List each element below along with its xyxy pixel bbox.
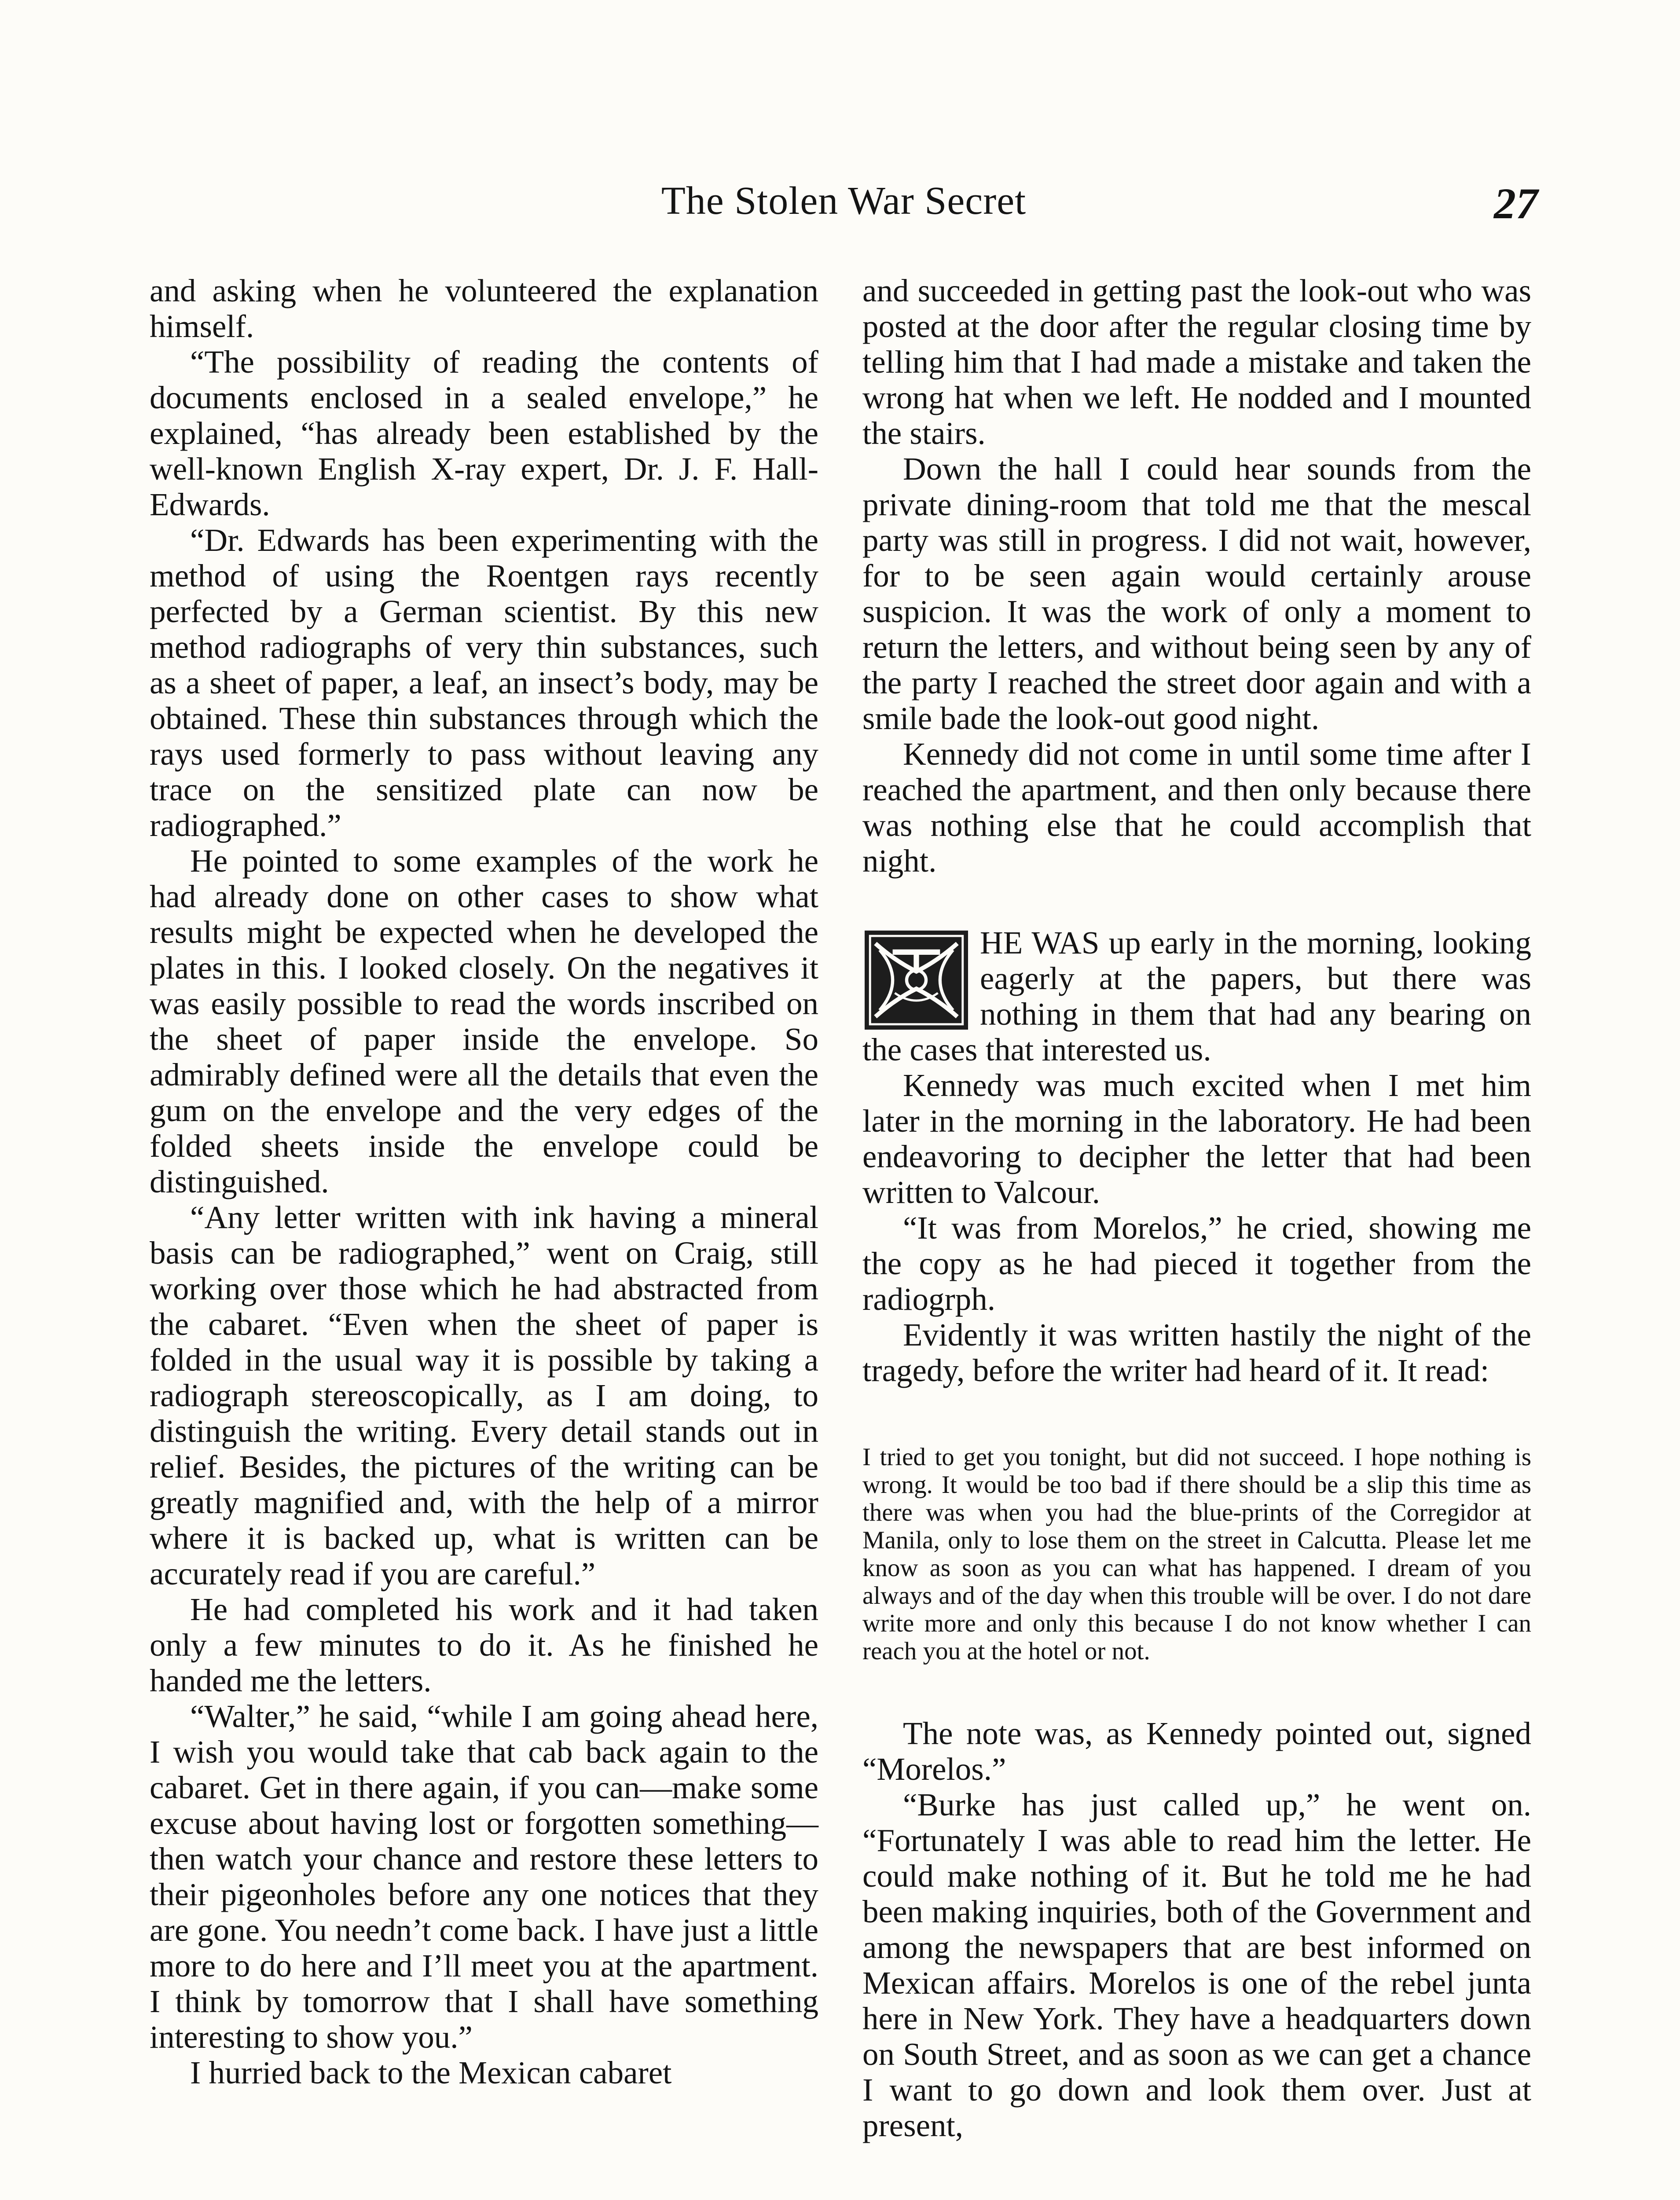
paragraph: He had completed his work and it had taken only a few minutes to do it. As he finished he handed me the letters. — [150, 1591, 818, 1698]
paragraph: “Walter,” he said, “while I am going ahead here, I wish you would take that cab back again to the cabaret. Get in there again, if you can—make some excuse about having lost or forgotten something—then watch your chance and restore these letters to their pigeonholes before any one notices that they are gone. You needn’t come back. I have just a little more to do here and I’ll meet you at the apartment. I think by tomorrow that I shall have something interesting to show you.” — [150, 1698, 818, 2055]
quoted-letter: I tried to get you tonight, but did not succeed. I hope nothing is wrong. It would be too bad if there should be a slip this time as there was when you had the blue-prints of the Corregidor at Manila, only to lose them on the street in Calcutta. Please let me know as soon as you can what has happened. I dream of you always and of the day when this trouble will be over. I do not dare write more and only this because I do not know whether I can reach you at the hotel or not. — [862, 1443, 1531, 1665]
paragraph: and succeeded in getting past the look-out who was posted at the door after the regular closing time by telling him that I had made a mistake and taken the wrong hat when we left. He nodded and I mounted the stairs. — [862, 273, 1531, 451]
paragraph: “The possibility of reading the contents of documents enclosed in a sealed envelope,” he explained, “has already been established by the well-known English X-ray expert, Dr. J. F. Hall-Edwards. — [150, 344, 818, 522]
paragraph: “It was from Morelos,” he cried, showing me the copy as he had pieced it together from the radiogrph. — [862, 1210, 1531, 1317]
left-column — [150, 273, 818, 2090]
paragraph: Down the hall I could hear sounds from the private dining-room that told me that the mescal party was still in progress. I did not wait, however, for to be seen again would certainly arouse suspicion. It was the work of only a moment to return the letters, and without being seen by any of the party I reached the street door again and with a smile bade the look-out good night. — [862, 451, 1531, 736]
paragraph: “Any letter written with ink having a mineral basis can be radiographed,” went on Craig, still working over those which he had abstracted from the cabaret. “Even when the sheet of paper is folded in the usual way it is possible by taking a radiograph stereoscopically, as I am doing, to distinguish the writing. Every detail stands out in relief. Besides, the pictures of the writing can be greatly magnified and, with the help of a mirror where it is backed up, what is written can be accurately read if you are careful.” — [150, 1199, 818, 1591]
section-opening-paragraph — [862, 925, 1531, 1067]
paragraph: He pointed to some examples of the work he had already done on other cases to show what results might be expected when he developed the plates in this. I looked closely. On the negatives it was easily possible to read the words inscribed on the sheet of paper inside the envelope. So admirably defined were all the details that even the gum on the envelope and the very edges of the folded sheets inside the envelope could be distinguished. — [150, 843, 818, 1199]
paragraph: The note was, as Kennedy pointed out, signed “Morelos.” — [862, 1716, 1531, 1787]
page-number: 27 — [1494, 179, 1538, 228]
paragraph-text: HE WAS up early in the morning, looking eagerly at the papers, but there was nothing in them that had any bearing on the cases that interested us. — [862, 925, 1531, 1067]
running-title: The Stolen War Secret — [661, 179, 1027, 223]
right-column — [862, 273, 1531, 2143]
paragraph: Evidently it was written hastily the night of the tragedy, before the writer had heard of it. It read: — [862, 1317, 1531, 1388]
paragraph: “Dr. Edwards has been experimenting with the method of using the Roentgen rays recently perfected by a German scientist. By this new method radiographs of very thin substances, such as a sheet of paper, a leaf, an insect’s body, may be obtained. These thin substances through which the rays used formerly to pass without leaving any trace on the sensitized plate can now be radiographed.” — [150, 522, 818, 843]
page-header — [150, 178, 1538, 244]
paragraph: and asking when he volunteered the explanation himself. — [150, 273, 818, 344]
paragraph: Kennedy did not come in until some time after I reached the apartment, and then only because there was nothing else that he could accomplish that night. — [862, 736, 1531, 879]
ornamental-initial-icon — [862, 928, 970, 1032]
paragraph: Kennedy was much excited when I met him later in the morning in the laboratory. He had been endeavoring to decipher the letter that had been written to Valcour. — [862, 1067, 1531, 1210]
paragraph: “Burke has just called up,” he went on. “Fortunately I was able to read him the letter. He could make nothing of it. But he told me he had been making inquiries, both of the Government and among the newspapers that are best informed on Mexican affairs. Morelos is one of the rebel junta here in New York. They have a headquarters down on South Street, and as soon as we can get a chance I want to go down and look them over. Just at present, — [862, 1787, 1531, 2143]
paragraph: I hurried back to the Mexican cabaret — [190, 2055, 672, 2090]
